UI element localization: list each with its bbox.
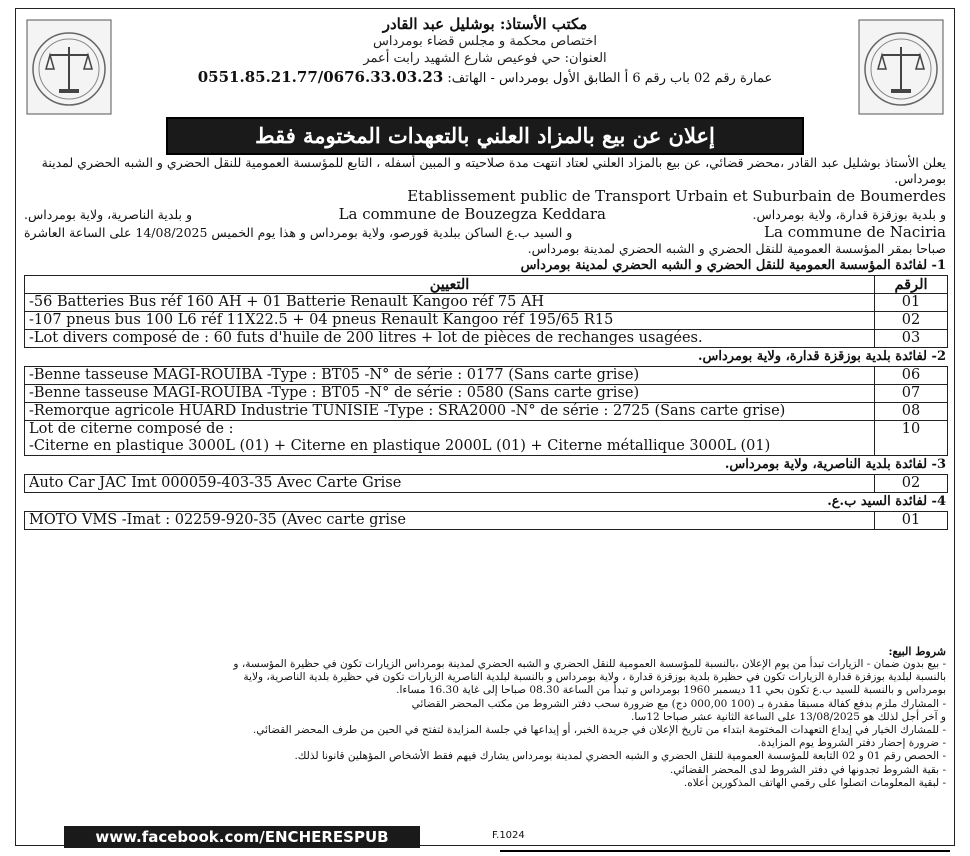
- condition-line: - بيع بدون ضمان - الزيارات تبدأ من يوم الإعلان ،بالنسبة للمؤسسة العمومية للنقل الحضري و الشبه الحضري لمدينة بومرداس الزيارات تكون في حظيرة المؤسسة، و: [233, 658, 946, 670]
- lot-number: 03: [875, 330, 948, 348]
- lot-number: 07: [875, 385, 948, 403]
- office-header: [126, 15, 844, 89]
- table-row: [25, 294, 948, 312]
- lot-description: [25, 421, 875, 456]
- table-header-row: [25, 276, 948, 294]
- naciria-fr-text: La commune de Naciria: [764, 223, 946, 241]
- table-row: [25, 421, 948, 456]
- lot-description: -Benne tasseuse MAGI-ROUIBA -Type : BT05 -N° de série : 0177 (Sans carte grise): [25, 367, 875, 385]
- lot-number: 10: [875, 421, 948, 456]
- condition-line: - ضرورة إحضار دفتر الشروط يوم المزايدة.: [757, 737, 946, 750]
- announcement-sheet: [15, 8, 955, 846]
- lots-table-4: [24, 511, 948, 530]
- office-specialty: اختصاص محكمة و مجلس قضاء بومرداس: [372, 34, 597, 49]
- website-footer: www.facebook.com/ENCHERESPUB: [64, 826, 420, 848]
- office-phones: 0551.85.21.77/0676.33.03.23: [197, 68, 444, 86]
- announcement-body: [16, 155, 954, 530]
- intro-paragraph: يعلن الأستاذ بوشليل عبد القادر ،محضر قضائي، عن بيع بالمزاد العلني لعتاد انتهت مدة صلاحيته و المبين أسفله ، التابع للمؤسسة العمومية للنقل الحضري و الشبه الحضري لمدينة بومرداس.: [41, 155, 946, 186]
- office-title: مكتب الأستاذ: بوشليل عبد القادر: [382, 15, 588, 33]
- condition-line: - بقية الشروط تجدونها في دفتر الشروط لدى المحضر القضائي.: [670, 763, 946, 776]
- lot-description: MOTO VMS -Imat : 02259-920-35 (Avec carte grise: [25, 512, 875, 530]
- condition-line: و آخر أجل لذلك هو 13/08/2025 على الساعة الثانية عشر صباحا 12سا.: [631, 710, 946, 723]
- col-designation-header: التعيين: [25, 276, 875, 294]
- lot-description: -56 Batteries Bus réf 160 AH + 01 Batterie Renault Kangoo réf 75 AH: [25, 294, 875, 312]
- condition-line: - الحصص رقم 01 و 02 التابعة للمؤسسة العمومية للنقل الحضري و الشبه الحضري لمدينة بومرداس يشارك فيهم فقط الأشخاص المؤهلين قانونا لذلك.: [294, 750, 946, 763]
- lot-description: -Lot divers composé de : 60 futs d'huile de 200 litres + lot de pièces de rechanges usagées.: [25, 330, 875, 348]
- section-3-title: 3- لفائدة بلدية الناصرية، ولاية بومرداس.: [724, 457, 946, 472]
- bouzegza-ar-text: و بلدية بوزقزة قدارة، ولاية بومرداس.: [752, 207, 946, 222]
- establishment-name-fr: Etablissement public de Transport Urbain et Suburbain de Boumerdes: [407, 187, 946, 205]
- cistern-lot-title: Lot de citerne composé de :: [29, 421, 234, 437]
- bouzegza-fr-text: La commune de Bouzegza Keddara: [338, 205, 606, 223]
- table-row: [25, 330, 948, 348]
- announcement-banner: إعلان عن بيع بالمزاد العلني بالتعهدات المختومة فقط: [166, 117, 804, 155]
- lot-number: 01: [875, 294, 948, 312]
- table-row: [25, 367, 948, 385]
- sale-date-text: و السيد ب.ع الساكن ببلدية قورصو، ولاية بومرداس و هذا يوم الخميس 14/08/2025 على الساعة العاشرة: [24, 225, 573, 240]
- col-number-header: الرقم: [875, 276, 948, 294]
- office-contact: [126, 67, 844, 89]
- sale-location-text: صباحا بمقر المؤسسة العمومية للنقل الحضري و الشبه الحضري لمدينة بومرداس.: [527, 241, 946, 256]
- lot-number: 02: [875, 312, 948, 330]
- office-address: العنوان: حي فوعيص شارع الشهيد رابت أعمر: [363, 51, 607, 66]
- naciria-line: [16, 223, 954, 241]
- office-building: عمارة رقم 02 باب رقم 6 أ الطابق الأول بومرداس - الهاتف:: [447, 71, 773, 86]
- lot-number: 08: [875, 403, 948, 421]
- seal-right-emblem: [858, 19, 944, 115]
- condition-line: - لبقية المعلومات اتصلوا على رقمي الهاتف المذكورين أعلاه.: [683, 776, 946, 789]
- bouzegza-line: [16, 205, 954, 223]
- lot-number: 06: [875, 367, 948, 385]
- naciria-ar-text: و بلدية الناصرية، ولاية بومرداس.: [24, 207, 193, 222]
- lots-table-2: [24, 366, 948, 456]
- bottom-divider: [500, 850, 950, 852]
- table-row: [25, 403, 948, 421]
- table-row: [25, 385, 948, 403]
- lots-table-1: [24, 275, 948, 348]
- section-4-title: 4- لفائدة السيد ب.ع.: [827, 494, 946, 509]
- sale-conditions: [16, 645, 954, 790]
- conditions-title: شروط البيع:: [888, 645, 946, 658]
- condition-line: - للمشارك الخيار في إيداع التعهدات المختومة ابتداء من تاريخ الإعلان في جريدة الخبر، أو إيداعها في جلسة المزايدة لتفتح في الحين من طرف المحضر القضائي.: [252, 724, 946, 737]
- table-row: [25, 475, 948, 493]
- section-2-title: 2- لفائدة بلدية بوزقزة قدارة، ولاية بومرداس.: [698, 349, 946, 364]
- condition-line: - المشارك ملزم بدفع كفالة مسبقا مقدرة بـ (100 000,00 دج) مع ضرورة سحب دفتر الشروط من مكتب المحضر القضائي: [411, 697, 946, 710]
- lot-description: -107 pneus bus 100 L6 réf 11X22.5 + 04 pneus Renault Kangoo réf 195/65 R15: [25, 312, 875, 330]
- lots-table-3: [24, 474, 948, 493]
- seal-left-emblem: [26, 19, 112, 115]
- lot-description: Auto Car JAC Imt 000059-403-35 Avec Carte Grise: [25, 475, 875, 493]
- lot-description: -Benne tasseuse MAGI-ROUIBA -Type : BT05 -N° de série : 0580 (Sans carte grise): [25, 385, 875, 403]
- lot-number: 02: [875, 475, 948, 493]
- table-row: [25, 512, 948, 530]
- table-row: [25, 312, 948, 330]
- cistern-lot-detail: -Citerne en plastique 3000L (01) + Citerne en plastique 2000L (01) + Citerne métallique 3000L (01): [29, 438, 771, 454]
- condition-line: بالنسبة لبلدية بوزقزة قدارة الزيارات تكون في حظيرة بلدية بوزقزة قدارة ، ولاية بومرداس و بالنسبة لبلدية الناصرية الزيارات تكون في حظيرة بلدية الناصرية، ولاية: [243, 671, 946, 684]
- condition-line: بومرداس و بالنسبة للسيد ب.ع تكون بحي 11 ديسمبر 1960 بومرداس و تبدأ من الساعة 08.30 صباحا إلى غاية 16.30 مساءا.: [396, 684, 946, 697]
- lot-number: 01: [875, 512, 948, 530]
- lot-description: -Remorque agricole HUARD Industrie TUNISIE -Type : SRA2000 -N° de série : 2725 (Sans carte grise): [25, 403, 875, 421]
- section-1-title: 1- لفائدة المؤسسة العمومية للنقل الحضري و الشبه الحضري لمدينة بومرداس: [520, 258, 946, 273]
- reference-code: F.1024: [492, 830, 525, 841]
